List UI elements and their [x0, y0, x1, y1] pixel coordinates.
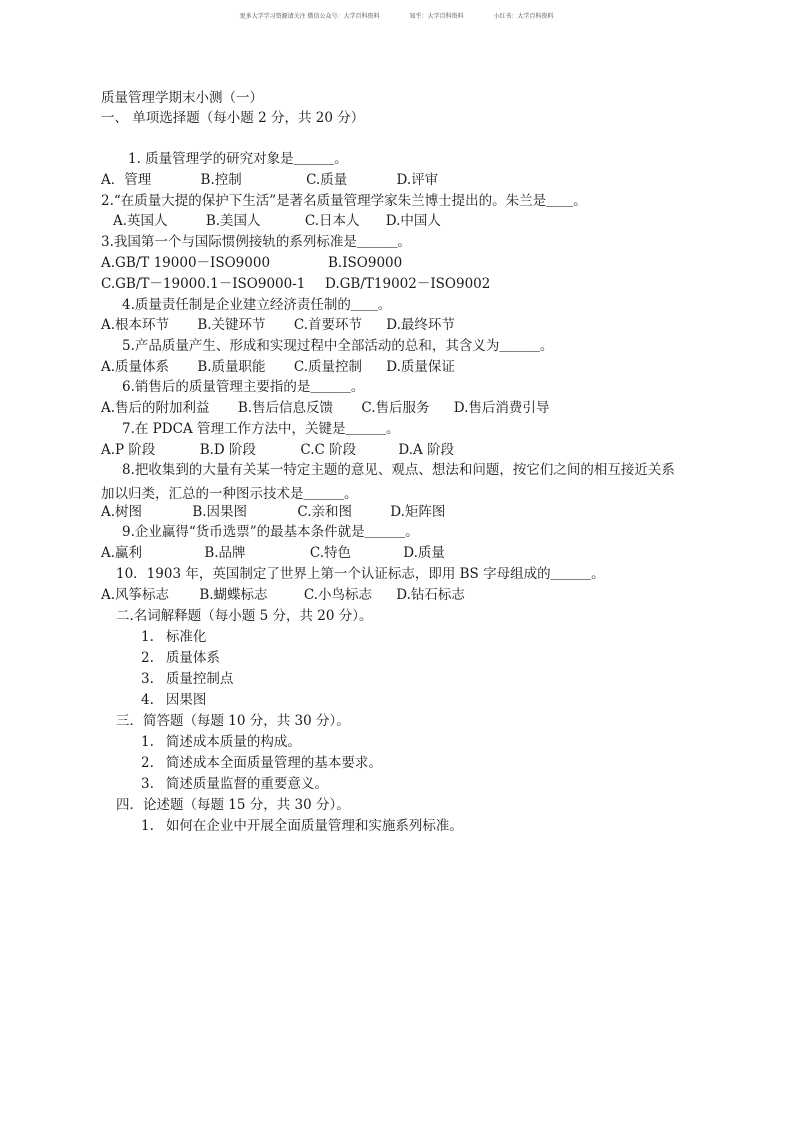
option: A.赢利: [101, 545, 143, 561]
question-5: 5.产品质量产生、形成和实现过程中全部活动的总和，其含义为＿＿＿。: [122, 338, 554, 354]
item-text: 质量控制点: [165, 671, 234, 687]
option: C.亲和图: [297, 504, 352, 520]
question-1-options: [101, 172, 438, 189]
item-number: 1.: [141, 629, 154, 645]
question-3-option-a: A.GB/T 19000－ISO9000: [101, 255, 271, 271]
question-10-options: [101, 587, 465, 604]
section-heading-short-answer: 三．简答题（每题 10 分，共 30 分）。: [116, 713, 350, 729]
option: B.关键环节: [197, 317, 266, 333]
option: A.根本环节: [101, 317, 170, 333]
option: D.矩阵图: [390, 504, 446, 520]
header-zhihu: 知乎：大学百科资料: [409, 13, 464, 20]
option: A.质量体系: [101, 359, 170, 375]
short-answer-item: [141, 776, 328, 793]
item-number: 4.: [141, 692, 154, 708]
question-3-option-c: C.GB/T－19000.1－ISO9000-1: [101, 276, 306, 292]
term-item: [141, 650, 220, 667]
option: A.P 阶段: [101, 442, 156, 458]
option: A.树图: [101, 504, 143, 520]
item-text: 质量体系: [165, 650, 220, 666]
question-5-options: [101, 359, 455, 376]
option: D.评审: [396, 172, 439, 188]
option: C.售后服务: [361, 400, 430, 416]
term-item: [141, 671, 233, 688]
item-text: 标准化: [165, 629, 207, 645]
option: C.质量控制: [293, 359, 362, 375]
option: B.D 阶段: [199, 442, 257, 458]
question-10: 10．1903 年，英国制定了世界上第一个认证标志，即用 BS 字母组成的＿＿＿。: [116, 566, 605, 582]
option: D.A 阶段: [398, 442, 455, 458]
option: B.质量职能: [197, 359, 266, 375]
question-4: 4.质量责任制是企业建立经济责任制的＿＿。: [122, 297, 392, 313]
option: D.质量保证: [386, 359, 455, 375]
question-9-options: [101, 545, 445, 562]
question-8: 8.把收集到的大量有关某一特定主题的意见、观点、想法和问题，按它们之间的相互接近关系: [122, 462, 675, 478]
option: C.首要环节: [293, 317, 362, 333]
option: C.日本人: [304, 213, 360, 229]
item-number: 3.: [141, 671, 154, 687]
question-7: 7.在 PDCA 管理工作方法中，关键是＿＿＿。: [122, 421, 400, 437]
item-text: 如何在企业中开展全面质量管理和实施系列标准。: [165, 818, 463, 834]
question-4-options: [101, 317, 455, 334]
term-item: [141, 692, 206, 709]
option: A.售后的附加利益: [101, 400, 210, 416]
option: D.钻石标志: [396, 587, 465, 603]
question-8-continued: 加以归类，汇总的一种图示技术是＿＿＿。: [101, 486, 358, 502]
item-number: 3.: [141, 776, 154, 792]
option: B.美国人: [205, 213, 261, 229]
option: D.售后消费引导: [453, 400, 550, 416]
page-title: 质量管理学期末小测（一）: [101, 90, 263, 106]
option: B.控制: [200, 172, 242, 188]
section-heading-choice: 一、 单项选择题（每小题 2 分，共 20 分）: [101, 110, 365, 126]
item-text: 简述成本全面质量管理的基本要求。: [165, 755, 382, 771]
question-3-option-b: B.ISO9000: [328, 255, 403, 271]
question-2-options: [113, 213, 441, 230]
question-8-options: [101, 504, 445, 521]
option: A．管理: [101, 172, 152, 188]
essay-item: [141, 818, 463, 835]
option: A.英国人: [113, 213, 168, 229]
question-6: 6.销售后的质量管理主要指的是＿＿＿。: [122, 379, 365, 395]
question-1: 1. 质量管理学的研究对象是＿＿＿。: [128, 151, 348, 167]
option: B.品牌: [204, 545, 246, 561]
page-header: [0, 11, 793, 20]
option: C.C 阶段: [300, 442, 357, 458]
item-text: 因果图: [165, 692, 207, 708]
section-heading-essay: 四．论述题（每题 15 分，共 30 分）。: [116, 797, 350, 813]
item-text: 简述成本质量的构成。: [165, 734, 301, 750]
question-6-options: [101, 400, 549, 417]
section-heading-terms: 二.名词解释题（每小题 5 分，共 20 分）。: [116, 608, 373, 624]
item-number: 2.: [141, 650, 154, 666]
item-number: 2.: [141, 755, 154, 771]
item-number: 1.: [141, 734, 154, 750]
option: C.质量: [306, 172, 348, 188]
question-3: 3.我国第一个与国际惯例接轨的系列标准是＿＿＿。: [101, 234, 411, 250]
header-xiaohongshu: 小红书：大学百科资料: [493, 13, 554, 20]
option: A.风筝标志: [101, 587, 170, 603]
question-2: 2.“在质量大提的保护下生活”是著名质量管理学家朱兰博士提出的。朱兰是＿＿。: [101, 193, 587, 209]
item-number: 1.: [141, 818, 154, 834]
option: C.小鸟标志: [303, 587, 372, 603]
option: B.蝴蝶标志: [199, 587, 268, 603]
option: D.最终环节: [386, 317, 455, 333]
term-item: [141, 629, 206, 646]
short-answer-item: [141, 734, 301, 751]
question-9: 9.企业赢得“货币选票”的最基本条件就是＿＿＿。: [122, 524, 419, 540]
option: C.特色: [309, 545, 351, 561]
option: D.中国人: [385, 213, 441, 229]
option: B.因果图: [192, 504, 248, 520]
question-3-option-d: D.GB/T19002－ISO9002: [325, 276, 491, 292]
question-7-options: [101, 442, 454, 459]
short-answer-item: [141, 755, 382, 772]
item-text: 简述质量监督的重要意义。: [165, 776, 328, 792]
option: D.质量: [403, 545, 445, 561]
option: B.售后信息反馈: [237, 400, 334, 416]
header-promo: 更多大学学习资源请关注 微信公众号：大学百科资料: [239, 13, 380, 20]
